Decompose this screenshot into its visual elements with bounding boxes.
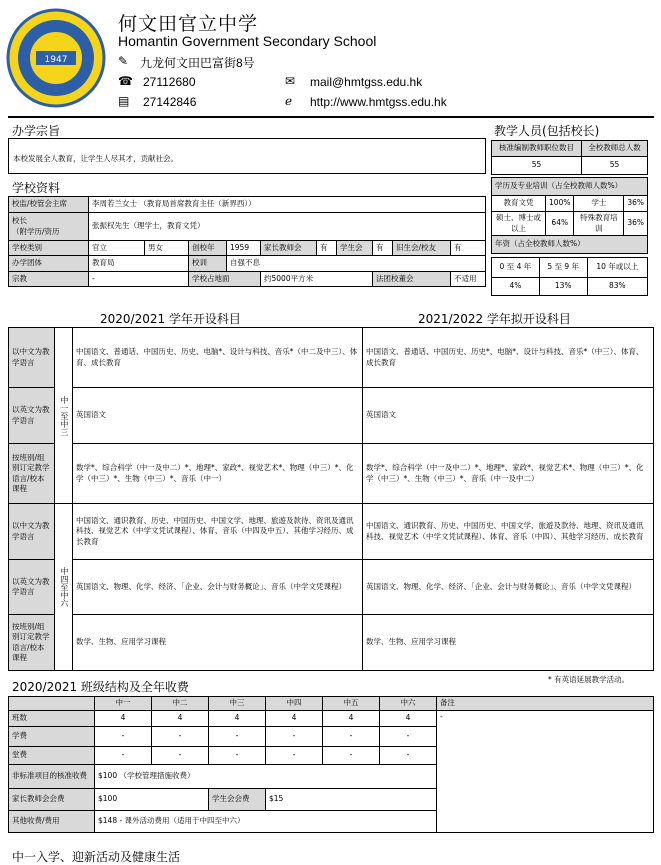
staff-v1: 55 xyxy=(492,157,582,175)
pta-fee: $100 xyxy=(95,789,209,811)
lower-chi-label: 以中文为教学语言 xyxy=(9,328,55,388)
other-label: 其他收费/费用 xyxy=(9,811,95,833)
header-divider xyxy=(8,116,654,118)
classes-6: 4 xyxy=(380,711,437,727)
tong-3: - xyxy=(209,747,266,765)
stat: 不适用 xyxy=(451,272,486,287)
phone: 27112680 xyxy=(143,75,196,89)
mission-box xyxy=(8,138,486,174)
school-name-cn: 何文田官立中学 xyxy=(118,13,259,35)
info-title: 学校资料 xyxy=(12,181,61,195)
mission-text: 本校发展全人教育，让学生人尽其才，贡献社会。 xyxy=(13,154,178,163)
stat-label: 法团校董会 xyxy=(373,272,451,287)
su: 有 xyxy=(373,241,393,256)
area-label: 学校占地面 xyxy=(189,272,261,287)
alumni: 有 xyxy=(451,241,486,256)
nonstd-label: 非标准项目的核准收费 xyxy=(9,765,95,789)
tuition-1: - xyxy=(95,727,152,747)
lower-chi-2122: 中国语文、普通话、中国历史、历史*、电脑*、设计与科技、音乐*（中三）、体育、成长教育 xyxy=(363,328,654,388)
e2-label: 5 至 9 年 xyxy=(539,258,587,278)
su-label: 学生会 xyxy=(337,241,373,256)
fax: 27142846 xyxy=(143,95,197,109)
e2-value: 13% xyxy=(539,278,587,296)
website[interactable]: http://www.hmtgss.edu.hk xyxy=(310,95,447,109)
school-logo xyxy=(6,8,106,108)
email-icon: ✉ xyxy=(285,74,296,88)
upper-eng-label: 以英文为教学语言 xyxy=(9,560,55,615)
tong-6: - xyxy=(380,747,437,765)
email[interactable]: mail@hmtgss.edu.hk xyxy=(310,75,423,89)
tuition-6: - xyxy=(380,727,437,747)
fees-table xyxy=(8,696,654,833)
lower-mixed-label: 按班别/组别订定教学语言/校本课程 xyxy=(9,444,55,504)
tuition-4: - xyxy=(266,727,323,747)
classes-5: 4 xyxy=(323,711,380,727)
founded: 1959 xyxy=(227,241,261,256)
staff-title: 教学人员(包括校长) xyxy=(494,124,600,138)
upper-mixed-2021: 数学、生物、应用学习课程 xyxy=(73,615,363,671)
exp-title: 年资（占全校教师人数%） xyxy=(492,236,648,254)
exp-table xyxy=(491,257,648,296)
tuition-3: - xyxy=(209,727,266,747)
form-5: 中五 xyxy=(323,697,380,711)
su-fee: $15 xyxy=(266,789,437,811)
english-note: * 有英语延展教学活动。 xyxy=(548,675,630,684)
remark: - xyxy=(437,711,654,833)
supervisor: 李周若兰女士 （教育局首席教育主任（新界西）） xyxy=(89,197,486,213)
lower-mixed-2021: 数学*、综合科学（中一及中二）*、地理*、家政*、视觉艺术*、物理（中三）*、化学（中三）*、生物（中三）*、音乐（中一） xyxy=(73,444,363,504)
form-6: 中六 xyxy=(380,697,437,711)
body-label: 办学团体 xyxy=(9,256,89,272)
upper-eng-2021: 英国语文、物理、化学、经济、「企业、会计与财务概论」、音乐（中学文凭课程） xyxy=(73,560,363,615)
upper-mixed-label: 按班别/组别订定教学语言/校本课程 xyxy=(9,615,55,671)
q3-value: 64% xyxy=(546,212,574,236)
classes-4: 4 xyxy=(266,711,323,727)
remark-label: 备注 xyxy=(437,697,654,711)
staff-h2: 全校教师总人数 xyxy=(582,141,648,157)
lower-label: 中一至中三 xyxy=(55,328,73,504)
upper-chi-2021: 中国语文、通识教育、历史、中国历史、中国文学、地理、旅遊及款待、资讯及通讯科技、视觉艺术（中学文凭试课程）、体育、音乐（中四及中五）、其他学习经历、成长教育 xyxy=(73,504,363,560)
q4-value: 36% xyxy=(624,212,648,236)
e1-value: 4% xyxy=(492,278,540,296)
q2-label: 学士 xyxy=(574,196,624,212)
q1-label: 教育文凭 xyxy=(492,196,546,212)
phone-icon: ☎ xyxy=(118,74,133,88)
tong-1: - xyxy=(95,747,152,765)
lower-chi-2021: 中国语文、普通话、中国历史、历史、电脑*、设计与科技、音乐*（中二及中三）、体育、成长教育 xyxy=(73,328,363,388)
form-2: 中二 xyxy=(152,697,209,711)
tong-label: 堂费 xyxy=(9,747,95,765)
type: 官立 xyxy=(89,241,145,256)
gender: 男女 xyxy=(145,241,189,256)
qual-table xyxy=(491,177,648,254)
classes-label: 班数 xyxy=(9,711,95,727)
lower-mixed-2122: 数学*、综合科学（中一及中二）*、地理*、家政*、视觉艺术*、物理（中三）*、化学（中三）*、生物（中三）*、音乐（中一及中二） xyxy=(363,444,654,504)
classes-1: 4 xyxy=(95,711,152,727)
pta-fee-label: 家长教师会会费 xyxy=(9,789,95,811)
form-3: 中三 xyxy=(209,697,266,711)
q1-value: 100% xyxy=(546,196,574,212)
tong-2: - xyxy=(152,747,209,765)
founded-label: 创校年 xyxy=(189,241,227,256)
footer-title: 中一入学、迎新活动及健康生活 xyxy=(12,850,181,864)
fax-icon: ▤ xyxy=(118,94,130,108)
address: 九龙何文田巴富街8号 xyxy=(140,56,255,70)
form-4: 中四 xyxy=(266,697,323,711)
tong-4: - xyxy=(266,747,323,765)
classes-3: 4 xyxy=(209,711,266,727)
body: 教育局 xyxy=(89,256,189,272)
religion-label: 宗教 xyxy=(9,272,89,287)
curriculum-table xyxy=(8,327,654,671)
motto-label: 校训 xyxy=(189,256,227,272)
pta-label: 家长教师会 xyxy=(261,241,317,256)
curr-heading-2021: 2020/2021 学年开设科目 xyxy=(100,312,241,326)
staff-v2: 55 xyxy=(582,157,648,175)
upper-eng-2122: 英国语文、物理、化学、经济、「企业、会计与财务概论」、音乐（中学文凭课程） xyxy=(363,560,654,615)
q2-value: 36% xyxy=(624,196,648,212)
e1-label: 0 至 4 年 xyxy=(492,258,540,278)
classes-2: 4 xyxy=(152,711,209,727)
tuition-5: - xyxy=(323,727,380,747)
supervisor-label: 校监/校管会主席 xyxy=(9,197,89,213)
other-fee: $148 - 课外活动费用（适用于中四至中六） xyxy=(95,811,437,833)
e3-label: 10 年或以上 xyxy=(587,258,647,278)
type-label: 学校类别 xyxy=(9,241,89,256)
staff-h1: 核准编制教师职位数目 xyxy=(492,141,582,157)
motto: 自强不息 xyxy=(227,256,486,272)
su-fee-label: 学生会会费 xyxy=(209,789,266,811)
address-icon: ✎ xyxy=(118,54,129,68)
e3-value: 83% xyxy=(587,278,647,296)
fees-title: 2020/2021 班级结构及全年收费 xyxy=(12,680,189,694)
form-1: 中一 xyxy=(95,697,152,711)
q3-label: 硕士、博士或以上 xyxy=(492,212,546,236)
lower-eng-2021: 英国语文 xyxy=(73,388,363,444)
school-name-en: Homantin Government Secondary School xyxy=(118,33,377,49)
staff-count-table xyxy=(491,140,648,175)
religion: - xyxy=(89,272,189,287)
q4-label: 特殊教育培训 xyxy=(574,212,624,236)
tuition-label: 学费 xyxy=(9,727,95,747)
alumni-label: 旧生会/校友 xyxy=(393,241,451,256)
logo-year: 1947 xyxy=(44,55,68,65)
upper-chi-2122: 中国语文、通识教育、历史、中国历史、中国文学、旅遊及款待、地理、资讯及通讯科技、视觉艺术（中学文凭试课程）、体育、音乐（中四）、其他学习经历、成长教育 xyxy=(363,504,654,560)
area: 约5000平方米 xyxy=(261,272,373,287)
qual-title: 学历及专业培训（占全校教师人数%） xyxy=(492,178,648,196)
tuition-2: - xyxy=(152,727,209,747)
mission-title: 办学宗旨 xyxy=(12,124,61,138)
curr-heading-2122: 2021/2022 学年拟开设科目 xyxy=(418,312,571,326)
lower-eng-label: 以英文为教学语言 xyxy=(9,388,55,444)
upper-label: 中四至中六 xyxy=(55,504,73,671)
tong-5: - xyxy=(323,747,380,765)
info-table xyxy=(8,196,486,287)
lower-eng-2122: 英国语文 xyxy=(363,388,654,444)
principal-label: 校长 （附学历/资历 xyxy=(9,213,89,241)
nonstd: $100 （学校管理措施收费） xyxy=(95,765,437,789)
pta: 有 xyxy=(317,241,337,256)
upper-mixed-2122: 数学、生物、应用学习课程 xyxy=(363,615,654,671)
upper-chi-label: 以中文为教学语言 xyxy=(9,504,55,560)
principal: 张振权先生（理学士，教育文凭） xyxy=(89,213,486,241)
web-icon: ℯ xyxy=(285,94,293,108)
